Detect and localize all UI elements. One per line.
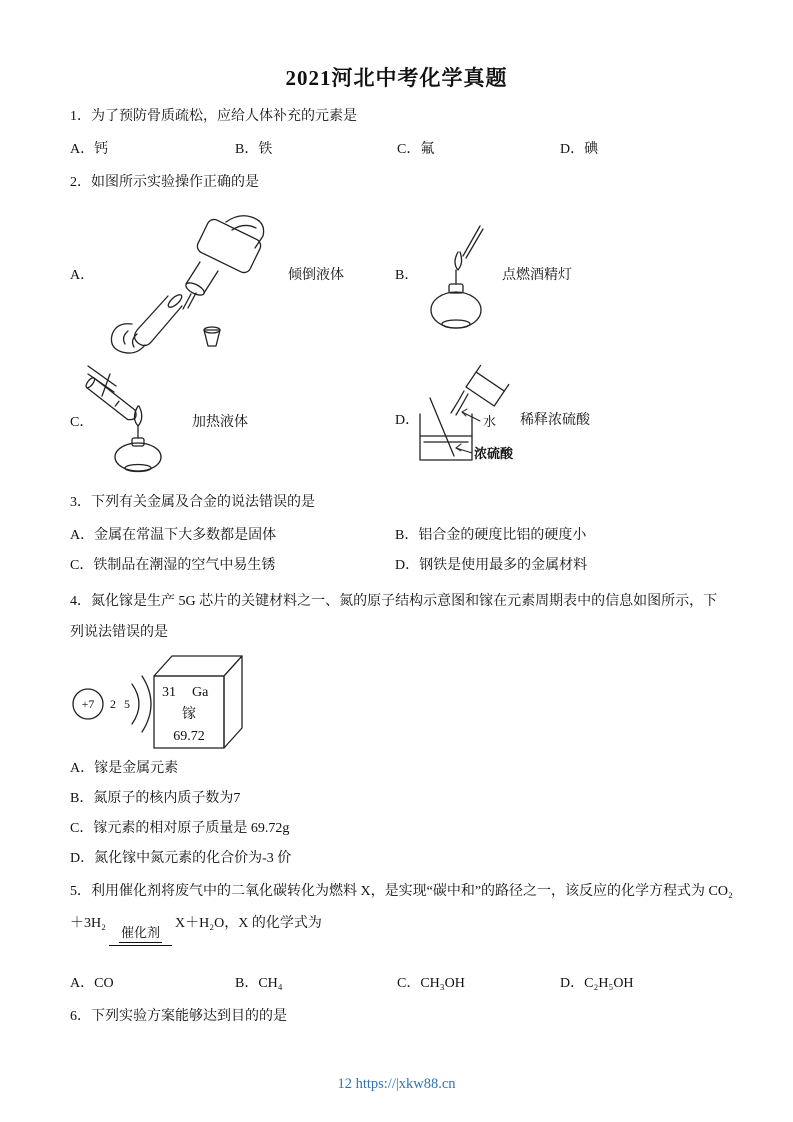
q2-figure-c-label: C．	[70, 415, 94, 430]
q5-option-c: C．CH₃OH	[397, 976, 465, 991]
atom-nucleus-charge: +7	[81, 697, 95, 711]
q5-equation	[70, 912, 322, 946]
q4-option-b: B．氮原子的核内质子数为7	[70, 791, 241, 806]
q2-figure-d-label: D．	[395, 413, 420, 428]
alcohol-lamp-lighting-figure	[420, 222, 500, 332]
acid-label: 浓硫酸	[474, 446, 514, 461]
q4-stem: 4．氮化镓是生产 5G 芯片的关键材料之一、氮的原子结构示意图和镓在元素周期表中的信息如图所示，下列说法错误的是	[70, 594, 718, 640]
page-title: 2021河北中考化学真题	[285, 66, 508, 90]
q2-figure-b-caption: 点燃酒精灯	[502, 268, 572, 283]
q2-figure-d-caption: 稀释浓硫酸	[520, 413, 590, 428]
q5-option-a: A．CO	[70, 976, 114, 991]
atom-shell1-electrons: 2	[110, 697, 116, 711]
element-name: 镓	[182, 707, 196, 722]
nitrogen-atom-structure-figure	[68, 662, 163, 747]
q3-option-b: B．铝合金的硬度比铝的硬度小	[395, 528, 587, 543]
q5-option-d: D．C₂H₅OH	[560, 976, 634, 991]
q2-figure-b-label: B．	[395, 268, 419, 283]
pouring-liquid-figure	[88, 212, 278, 354]
q1-stem: 1．为了预防骨质疏松，应给人体补充的元素是	[70, 109, 357, 124]
q1-option-a: A．钙	[70, 142, 109, 157]
element-atomic-number: 31	[162, 685, 176, 700]
q2-figure-a-label: A．	[70, 268, 95, 283]
q2-figure-c-caption: 加热液体	[192, 415, 248, 430]
q5-stem: 5．利用催化剂将废气中的二氧化碳转化为燃料 X，是实现“碳中和”的路径之一，该反应的化学方程式为 CO₂	[70, 884, 733, 899]
q4-option-c: C．镓元素的相对原子质量是 69.72g	[70, 821, 290, 836]
q3-stem: 3．下列有关金属及合金的说法错误的是	[70, 495, 315, 510]
element-atomic-mass: 69.72	[173, 729, 205, 744]
equation-right: X＋H₂O，X 的化学式为	[175, 916, 322, 931]
q3-option-d: D．钢铁是使用最多的金属材料	[395, 558, 588, 573]
q3-option-a: A．金属在常温下大多数都是固体	[70, 528, 277, 543]
gallium-element-box-figure	[150, 650, 245, 750]
element-symbol: Ga	[192, 685, 209, 700]
q3-option-c: C．铁制品在潮湿的空气中易生锈	[70, 558, 276, 573]
q1-option-b: B．铁	[235, 142, 273, 157]
atom-shell2-electrons: 5	[124, 697, 130, 711]
water-label: 水	[483, 414, 497, 429]
page-footer: 12 https://|xkw88.cn	[337, 1076, 456, 1092]
q4-option-a: A．镓是金属元素	[70, 761, 179, 776]
diluting-acid-figure	[410, 366, 525, 471]
heating-liquid-figure	[86, 362, 186, 477]
q2-stem: 2．如图所示实验操作正确的是	[70, 175, 259, 190]
q2-figure-a-caption: 倾倒液体	[288, 268, 344, 283]
q1-option-c: C．氟	[397, 142, 435, 157]
q6-stem: 6．下列实验方案能够达到目的的是	[70, 1009, 287, 1024]
reaction-condition: 催化剂	[119, 922, 162, 943]
reaction-condition-arrow	[109, 922, 172, 946]
equation-left: ＋3H₂	[70, 916, 106, 931]
q1-option-d: D．碘	[560, 142, 599, 157]
q4-option-d: D．氮化镓中氮元素的化合价为-3 价	[70, 851, 292, 866]
q5-option-b: B．CH₄	[235, 976, 283, 991]
